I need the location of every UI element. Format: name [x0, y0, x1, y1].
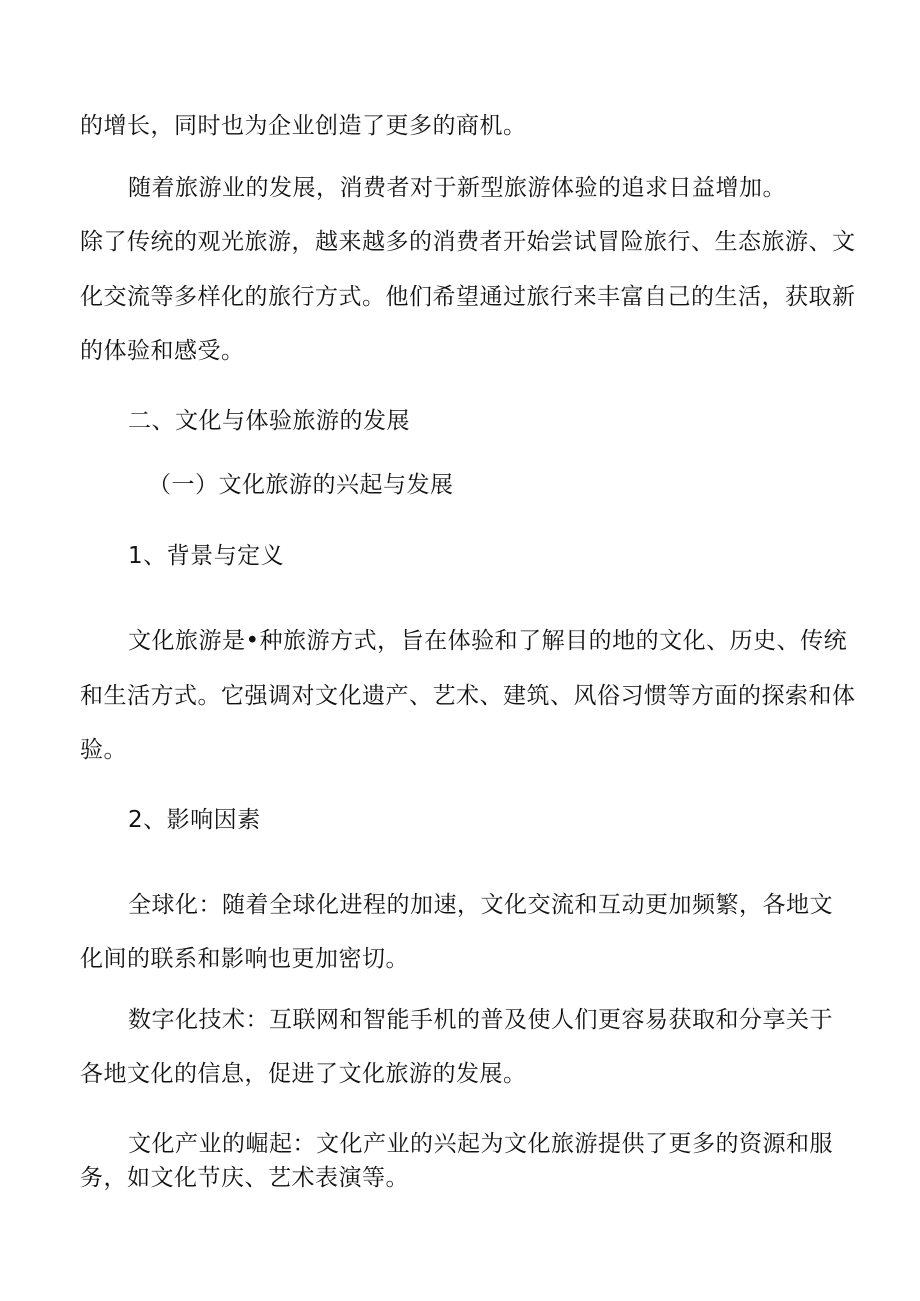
paragraph-line: 文化产业的崛起：文化产业的兴起为文化旅游提供了更多的资源和服	[128, 1131, 833, 1157]
paragraph-line: 化间的联系和影响也更加密切。	[80, 946, 409, 972]
item-heading: 1、背景与定义	[128, 543, 285, 569]
paragraph-line: 和生活方式。它强调对文化遗产、艺术、建筑、风俗习惯等方面的探索和体	[80, 683, 856, 709]
paragraph-line: 务，如文化节庆、艺术表演等。	[80, 1165, 409, 1191]
paragraph-line: 文化旅游是•种旅游方式，旨在体验和了解目的地的文化、历史、传统	[128, 628, 848, 654]
paragraph-line: 的增长，同时也为企业创造了更多的商机。	[80, 113, 527, 139]
paragraph-line: 随着旅游业的发展，消费者对于新型旅游体验的追求日益增加。	[128, 175, 786, 201]
paragraph-line: 的体验和感受。	[80, 338, 245, 364]
paragraph-line: 各地文化的信息，促进了文化旅游的发展。	[80, 1061, 527, 1087]
subsection-heading: （一）文化旅游的兴起与发展	[148, 472, 454, 498]
paragraph-line: 验。	[80, 737, 127, 763]
item-heading: 2、影响因素	[128, 807, 261, 833]
section-heading: 二、文化与体验旅游的发展	[128, 408, 410, 434]
paragraph-line: 除了传统的观光旅游，越来越多的消费者开始尝试冒险旅行、生态旅游、文	[80, 229, 856, 255]
paragraph-line: 化交流等多样化的旅行方式。他们希望通过旅行来丰富自己的生活，获取新	[80, 284, 856, 310]
paragraph-line: 数字化技术：互联网和智能手机的普及使人们更容易获取和分享关于	[128, 1007, 833, 1033]
paragraph-line: 全球化：随着全球化进程的加速，文化交流和互动更加频繁，各地文	[128, 892, 833, 918]
